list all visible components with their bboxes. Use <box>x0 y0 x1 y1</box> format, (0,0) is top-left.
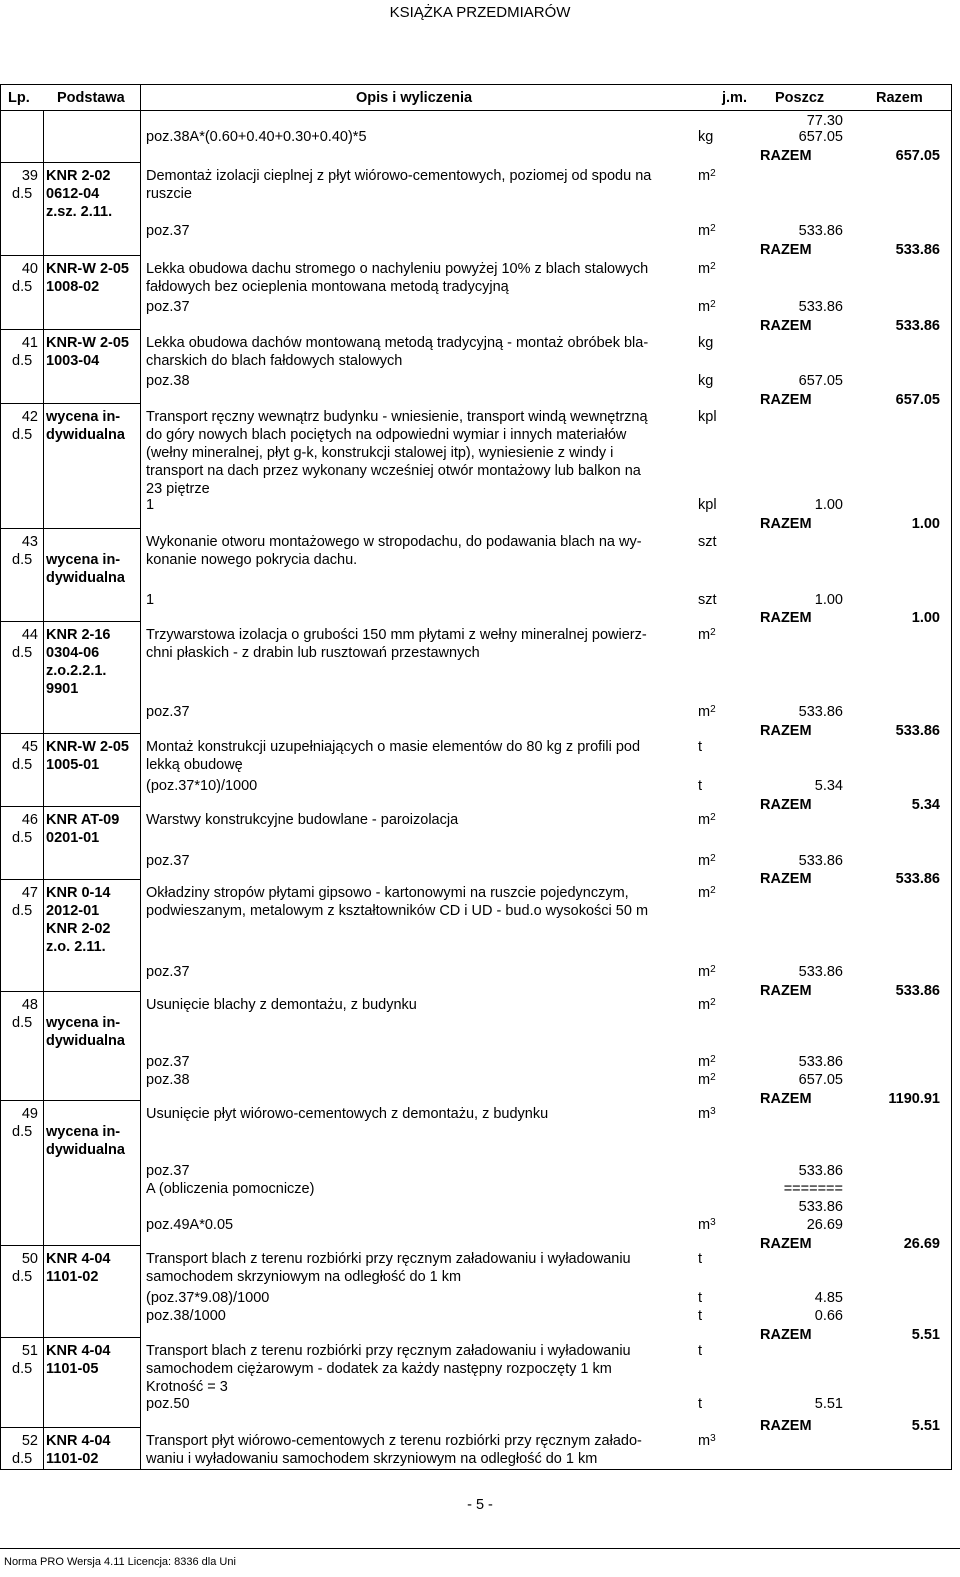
item-description: Montaż konstrukcji uzupełniających o masie elementów do 80 kg z profili pod <box>146 739 641 755</box>
jm-value: kg <box>698 129 714 145</box>
calc-unit: t <box>698 1396 703 1412</box>
item-unit: kg <box>698 335 714 351</box>
page-number: - 5 - <box>467 1497 493 1513</box>
calc-value: 533.86 <box>798 223 843 239</box>
table-bottom-rule <box>0 1469 952 1470</box>
item-lp: 39 <box>21 168 38 184</box>
item-podstawa: dywidualna <box>46 427 125 443</box>
item-unit: t <box>698 1251 703 1267</box>
razem-value: 533.86 <box>895 318 940 334</box>
item-podstawa: KNR-W 2-05 <box>46 335 129 351</box>
row-rule <box>0 403 140 404</box>
item-description: Demontaż izolacji cieplnej z płyt wiórowo-cementowych, poziomej od spodu na <box>146 168 652 184</box>
item-description: (wełny mineralnej, płyt g-k, konstrukcji stalowej itp), wyniesienie z windy i <box>146 445 614 461</box>
item-podstawa: KNR 4-04 <box>46 1251 111 1267</box>
item-podstawa: wycena in- <box>46 409 121 425</box>
item-podstawa: wycena in- <box>46 1015 121 1031</box>
calc-unit: $m^2$ <box>698 853 716 869</box>
item-lp-suffix: d.5 <box>12 186 33 202</box>
item-lp-suffix: d.5 <box>12 552 33 568</box>
calc-unit: $m^2$ <box>698 223 716 239</box>
item-lp-suffix: d.5 <box>12 1124 33 1140</box>
calc-unit: $m^2$ <box>698 964 716 980</box>
table-left-border <box>0 84 1 1470</box>
calc-unit: kg <box>698 373 714 389</box>
item-description: Lekka obudowa dachu stromego o nachyleniu powyżej 10% z blach stalowych <box>146 261 649 277</box>
item-description: Transport blach z terenu rozbiórki przy ręcznym załadowaniu i wyładowaniu <box>146 1251 631 1267</box>
razem-label: RAZEM <box>760 797 812 813</box>
col-opis: Opis i wyliczenia <box>356 90 473 106</box>
calc-value: 5.51 <box>814 1396 843 1412</box>
item-lp: 47 <box>21 885 38 901</box>
calc-formula: poz.50 <box>146 1396 190 1412</box>
razem-value: 533.86 <box>895 871 940 887</box>
item-lp: 40 <box>21 261 38 277</box>
calc-formula: poz.37 <box>146 299 190 315</box>
calc-formula: poz.37 <box>146 964 190 980</box>
item-unit: $m^3$ <box>698 1106 716 1122</box>
item-lp-suffix: d.5 <box>12 903 33 919</box>
item-podstawa: KNR 2-16 <box>46 627 111 643</box>
item-lp-suffix: d.5 <box>12 353 33 369</box>
item-lp: 41 <box>21 335 38 351</box>
razem-label: RAZEM <box>760 1327 812 1343</box>
item-podstawa: 0201-01 <box>46 830 100 846</box>
calc-formula: 1 <box>146 497 155 513</box>
col-poszcz: Poszcz <box>775 90 825 106</box>
calc-value: 657.05 <box>798 1072 843 1088</box>
poszcz-value: 657.05 <box>798 129 843 145</box>
razem-label: RAZEM <box>760 242 812 258</box>
item-lp: 42 <box>21 409 38 425</box>
item-lp: 46 <box>21 812 38 828</box>
calc-formula: poz.37 <box>146 223 190 239</box>
item-unit: t <box>698 739 703 755</box>
razem-value: 1190.91 <box>888 1091 940 1107</box>
calc-value: 533.86 <box>798 1163 843 1179</box>
item-description: Transport blach z terenu rozbiórki przy ręcznym załadowaniu i wyładowaniu <box>146 1343 631 1359</box>
row-rule <box>0 255 140 256</box>
item-description: Usunięcie blachy z demontażu, z budynku <box>146 997 417 1013</box>
footer-text: Norma PRO Wersja 4.11 Licencja: 8336 dla Uni <box>4 1556 236 1568</box>
calc-value: 0.66 <box>814 1308 843 1324</box>
item-podstawa: dywidualna <box>46 1033 125 1049</box>
calc-unit: $m^2$ <box>698 299 716 315</box>
item-description: Wykonanie otworu montażowego w stropodachu, do podawania blach na wy- <box>146 534 642 550</box>
item-description: transport na dach przez wykonany wcześniej otwór montażowy lub balkon na <box>146 463 641 479</box>
calc-formula: A (obliczenia pomocnicze) <box>146 1181 315 1197</box>
item-description: fałdowych bez ocieplenia montowana metodą tradycyjną <box>146 279 509 295</box>
formula: poz.38A*(0.60+0.40+0.30+0.40)*5 <box>146 129 367 145</box>
poszcz-value: 77.30 <box>806 113 843 129</box>
item-unit: szt <box>698 534 717 550</box>
col-jm: j.m. <box>722 90 747 106</box>
calc-unit: kpl <box>698 497 717 513</box>
razem-label: RAZEM <box>760 318 812 334</box>
calc-formula: (poz.37*10)/1000 <box>146 778 258 794</box>
item-description: chni płaskich - z drabin lub rusztowań przestawnych <box>146 645 480 661</box>
row-rule <box>0 1245 140 1246</box>
row-rule <box>0 1427 140 1428</box>
item-description: 23 piętrze <box>146 481 210 497</box>
item-podstawa: 0612-04 <box>46 186 100 202</box>
item-lp-suffix: d.5 <box>12 1269 33 1285</box>
calc-value: 533.86 <box>798 1199 843 1215</box>
item-lp-suffix: d.5 <box>12 1361 33 1377</box>
calc-unit: $m^3$ <box>698 1217 716 1233</box>
item-podstawa: dywidualna <box>46 1142 125 1158</box>
item-description: samochodem ciężarowym - dodatek za każdy następny rozpoczęty 1 km <box>146 1361 612 1377</box>
calc-formula: poz.37 <box>146 1054 190 1070</box>
row-rule <box>0 991 140 992</box>
item-lp: 52 <box>21 1433 38 1449</box>
calc-formula: poz.49A*0.05 <box>146 1217 234 1233</box>
razem-value: 5.51 <box>911 1418 940 1434</box>
item-lp-suffix: d.5 <box>12 1015 33 1031</box>
row-rule <box>0 1337 140 1338</box>
calc-value: 4.85 <box>814 1290 843 1306</box>
razem-label: RAZEM <box>760 1418 812 1434</box>
item-description: Warstwy konstrukcyjne budowlane - paroizolacja <box>146 812 459 828</box>
col-lp: Lp. <box>8 90 30 106</box>
item-podstawa: KNR-W 2-05 <box>46 261 129 277</box>
item-lp-suffix: d.5 <box>12 645 33 661</box>
col-razem: Razem <box>876 90 923 106</box>
razem-label: RAZEM <box>760 871 812 887</box>
calc-value: ======= <box>783 1181 843 1197</box>
item-unit: kpl <box>698 409 717 425</box>
item-description: lekką obudowę <box>146 757 243 773</box>
item-podstawa: KNR 4-04 <box>46 1343 111 1359</box>
razem-label: RAZEM <box>760 516 812 532</box>
item-podstawa: 9901 <box>46 681 79 697</box>
podstawa-opis-divider <box>140 84 141 1470</box>
calc-value: 533.86 <box>798 964 843 980</box>
item-lp-suffix: d.5 <box>12 1451 33 1467</box>
calc-formula: (poz.37*9.08)/1000 <box>146 1290 270 1306</box>
row-rule <box>0 162 140 163</box>
item-lp: 45 <box>21 739 38 755</box>
row-rule <box>0 879 140 880</box>
razem-value: 26.69 <box>903 1236 940 1252</box>
item-description: do góry nowych blach pociętych na odpowiedni wymiar i innych materiałów <box>146 427 627 443</box>
item-description: konanie nowego pokrycia dachu. <box>146 552 358 568</box>
item-podstawa: 0304-06 <box>46 645 100 661</box>
calc-value: 657.05 <box>798 373 843 389</box>
razem-value: 1.00 <box>911 516 940 532</box>
calc-formula: 1 <box>146 592 155 608</box>
item-unit: $m^2$ <box>698 812 716 828</box>
item-podstawa: KNR 4-04 <box>46 1433 111 1449</box>
item-podstawa: KNR 0-14 <box>46 885 111 901</box>
item-description: Lekka obudowa dachów montowaną metodą tradycyjną - montaż obróbek bla- <box>146 335 649 351</box>
item-unit: $m^2$ <box>698 627 716 643</box>
row-rule <box>0 528 140 529</box>
item-podstawa: KNR AT-09 <box>46 812 120 828</box>
item-podstawa: wycena in- <box>46 552 121 568</box>
item-lp-suffix: d.5 <box>12 427 33 443</box>
item-description: waniu i wyładowaniu samochodem skrzyniowym na odległość do 1 km <box>146 1451 598 1467</box>
item-description: Okładziny stropów płytami gipsowo - kartonowymi na ruszcie pojedynczym, <box>146 885 629 901</box>
item-lp: 44 <box>21 627 38 643</box>
table-right-border <box>951 84 952 1470</box>
footer-rule <box>0 1548 960 1549</box>
calc-formula: poz.37 <box>146 853 190 869</box>
calc-unit: szt <box>698 592 717 608</box>
calc-unit: $m^2$ <box>698 1054 716 1070</box>
razem-value: 1.00 <box>911 610 940 626</box>
item-podstawa: 1005-01 <box>46 757 100 773</box>
calc-value: 533.86 <box>798 299 843 315</box>
calc-formula: poz.38 <box>146 1072 190 1088</box>
razem-value: 533.86 <box>895 723 940 739</box>
item-podstawa: z.o. 2.11. <box>46 939 106 955</box>
lp-podstawa-divider <box>43 110 44 1470</box>
item-podstawa: 2012-01 <box>46 903 100 919</box>
header-top-rule <box>0 84 952 85</box>
item-lp: 48 <box>21 997 38 1013</box>
calc-unit: t <box>698 1308 703 1324</box>
item-unit: $m^2$ <box>698 261 716 277</box>
razem-label: RAZEM <box>760 148 812 164</box>
item-description: Transport płyt wiórowo-cementowych z terenu rozbiórki przy ręcznym załado- <box>146 1433 642 1449</box>
item-podstawa: wycena in- <box>46 1124 121 1140</box>
page-header: KSIĄŻKA PRZEDMIARÓW <box>389 4 571 21</box>
razem-label: RAZEM <box>760 610 812 626</box>
row-rule <box>0 329 140 330</box>
calc-formula: poz.37 <box>146 704 190 720</box>
item-unit: $m^2$ <box>698 885 716 901</box>
item-description: charskich do blach fałdowych stalowych <box>146 353 403 369</box>
razem-value: 533.86 <box>895 242 940 258</box>
item-lp: 51 <box>21 1343 38 1359</box>
item-lp: 49 <box>21 1106 38 1122</box>
item-unit: $m^2$ <box>698 168 716 184</box>
razem-label: RAZEM <box>760 392 812 408</box>
row-rule <box>0 1100 140 1101</box>
item-lp-suffix: d.5 <box>12 830 33 846</box>
item-lp-suffix: d.5 <box>12 757 33 773</box>
row-rule <box>0 806 140 807</box>
calc-unit: $m^2$ <box>698 1072 716 1088</box>
calc-formula: poz.38/1000 <box>146 1308 226 1324</box>
item-podstawa: z.o.2.2.1. <box>46 663 107 679</box>
razem-value: 5.51 <box>911 1327 940 1343</box>
item-description: Usunięcie płyt wiórowo-cementowych z demontażu, z budynku <box>146 1106 549 1122</box>
razem-label: RAZEM <box>760 723 812 739</box>
item-podstawa: 1101-02 <box>46 1269 99 1285</box>
item-description: Krotność = 3 <box>146 1379 228 1395</box>
razem-label: RAZEM <box>760 1236 812 1252</box>
item-unit: $m^2$ <box>698 997 716 1013</box>
item-podstawa: KNR 2-02 <box>46 921 111 937</box>
item-podstawa: 1003-04 <box>46 353 100 369</box>
item-lp: 43 <box>21 534 38 550</box>
item-podstawa: 1101-05 <box>46 1361 99 1377</box>
header-bottom-rule <box>0 110 952 111</box>
item-podstawa: 1008-02 <box>46 279 100 295</box>
item-unit: t <box>698 1343 703 1359</box>
item-description: ruszcie <box>146 186 192 202</box>
item-podstawa: dywidualna <box>46 570 125 586</box>
calc-formula: poz.38 <box>146 373 190 389</box>
razem-value: 657.05 <box>895 392 940 408</box>
item-description: Transport ręczny wewnątrz budynku - wniesienie, transport windą wewnętrzną <box>146 409 648 425</box>
calc-unit: $m^2$ <box>698 704 716 720</box>
calc-value: 26.69 <box>806 1217 843 1233</box>
item-podstawa: z.sz. 2.11. <box>46 204 113 220</box>
item-description: podwieszanym, metalowym z kształtowników CD i UD - bud.o wysokości 50 m <box>146 903 649 919</box>
razem-label: RAZEM <box>760 1091 812 1107</box>
calc-value: 533.86 <box>798 1054 843 1070</box>
row-rule <box>0 621 140 622</box>
item-description: Trzywarstowa izolacja o grubości 150 mm płytami z wełny mineralnej powierz- <box>146 627 647 643</box>
calc-formula: poz.37 <box>146 1163 190 1179</box>
item-podstawa: KNR 2-02 <box>46 168 111 184</box>
razem-value: 5.34 <box>911 797 940 813</box>
item-podstawa: 1101-02 <box>46 1451 99 1467</box>
col-podstawa: Podstawa <box>57 90 125 106</box>
razem-label: RAZEM <box>760 983 812 999</box>
calc-value: 533.86 <box>798 853 843 869</box>
item-lp-suffix: d.5 <box>12 279 33 295</box>
item-unit: $m^3$ <box>698 1433 716 1449</box>
razem-value: 657.05 <box>895 148 940 164</box>
razem-value: 533.86 <box>895 983 940 999</box>
calc-value: 1.00 <box>814 592 843 608</box>
calc-value: 533.86 <box>798 704 843 720</box>
calc-value: 1.00 <box>814 497 843 513</box>
calc-unit: t <box>698 778 703 794</box>
item-lp: 50 <box>21 1251 38 1267</box>
calc-unit: t <box>698 1290 703 1306</box>
item-description: samochodem skrzyniowym na odległość do 1 km <box>146 1269 462 1285</box>
calc-value: 5.34 <box>814 778 843 794</box>
item-podstawa: KNR-W 2-05 <box>46 739 129 755</box>
row-rule <box>0 733 140 734</box>
